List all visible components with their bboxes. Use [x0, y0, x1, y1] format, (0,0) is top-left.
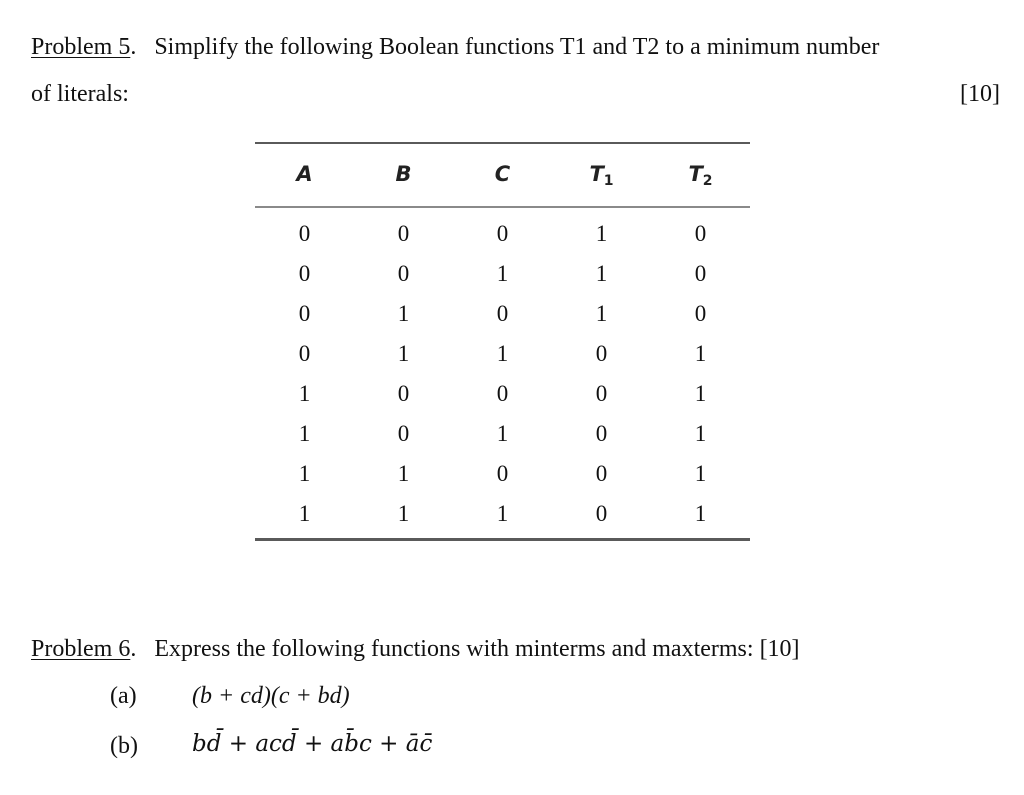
table-cell: 0 — [595, 381, 608, 406]
table-row — [255, 374, 750, 414]
header-c: C — [494, 161, 511, 186]
truth-table — [255, 142, 750, 541]
table-row — [255, 294, 750, 334]
table-cell: 0 — [397, 381, 410, 406]
table-row — [255, 254, 750, 294]
problem5-marks: [10] — [960, 81, 1000, 107]
table-cell: 1 — [397, 461, 410, 486]
table-cell: 1 — [694, 381, 707, 406]
table-cell: 0 — [694, 221, 707, 246]
table-cell: 1 — [496, 261, 509, 286]
problem6-statement: Express the following functions with minterms and maxterms: [10] — [154, 636, 800, 662]
table-cell: 1 — [496, 501, 509, 526]
table-cell: 1 — [298, 501, 311, 526]
table-row — [255, 454, 750, 494]
item-a-expression: (b + cd)(c + bd) — [192, 683, 350, 709]
table-cell: 0 — [496, 301, 509, 326]
problem6-title-period: . — [130, 636, 137, 662]
table-cell: 0 — [298, 301, 311, 326]
table-cell: 1 — [694, 461, 707, 486]
table-row — [255, 414, 750, 454]
table-row — [255, 494, 750, 538]
table-cell: 0 — [496, 461, 509, 486]
item-b-expression: bd̄ + acd̄ + ab̄c + āc̄ — [192, 731, 433, 757]
table-cell: 1 — [298, 461, 311, 486]
table-header-row — [255, 144, 750, 206]
table-cell: 1 — [397, 501, 410, 526]
table-cell: 0 — [595, 341, 608, 366]
table-cell: 0 — [694, 261, 707, 286]
table-cell: 0 — [298, 341, 311, 366]
item-b-label: (b) — [110, 733, 138, 759]
table-cell: 1 — [595, 261, 608, 286]
table-row — [255, 334, 750, 374]
table-cell: 1 — [496, 341, 509, 366]
item-a-label: (a) — [110, 683, 137, 709]
table-cell: 0 — [595, 501, 608, 526]
header-t2: $T_2$ — [688, 161, 713, 189]
table-cell: 0 — [397, 221, 410, 246]
table-cell: 0 — [298, 261, 311, 286]
table-cell: 1 — [694, 501, 707, 526]
table-cell: 1 — [595, 221, 608, 246]
table-cell: 0 — [496, 381, 509, 406]
problem5-title-period: . — [130, 34, 137, 60]
table-cell: 0 — [496, 221, 509, 246]
problem5-title: Problem 5 — [31, 34, 131, 60]
header-b: B — [395, 161, 412, 186]
table-cell: 1 — [298, 421, 311, 446]
table-cell: 0 — [397, 421, 410, 446]
problem5-heading-line — [31, 33, 879, 61]
table-cell: 1 — [595, 301, 608, 326]
table-cell: 1 — [397, 301, 410, 326]
problem6-title: Problem 6 — [31, 636, 131, 662]
table-cell: 1 — [496, 421, 509, 446]
table-bottom-rule — [255, 538, 750, 541]
table-cell: 0 — [595, 421, 608, 446]
table-cell: 0 — [595, 461, 608, 486]
table-cell: 1 — [694, 421, 707, 446]
truth-table-grid — [255, 144, 750, 538]
table-cell: 1 — [694, 341, 707, 366]
table-cell: 0 — [298, 221, 311, 246]
table-cell: 0 — [694, 301, 707, 326]
table-row — [255, 208, 750, 254]
table-cell: 1 — [298, 381, 311, 406]
problem6-heading-line — [31, 635, 800, 663]
table-cell: 0 — [397, 261, 410, 286]
header-a: A — [296, 161, 313, 186]
header-t1: $T_1$ — [589, 161, 614, 189]
problem5-statement-continuation: of literals: — [31, 81, 129, 107]
problem5-statement: Simplify the following Boolean functions T1 and T2 to a minimum number — [154, 34, 880, 60]
table-cell: 1 — [397, 341, 410, 366]
